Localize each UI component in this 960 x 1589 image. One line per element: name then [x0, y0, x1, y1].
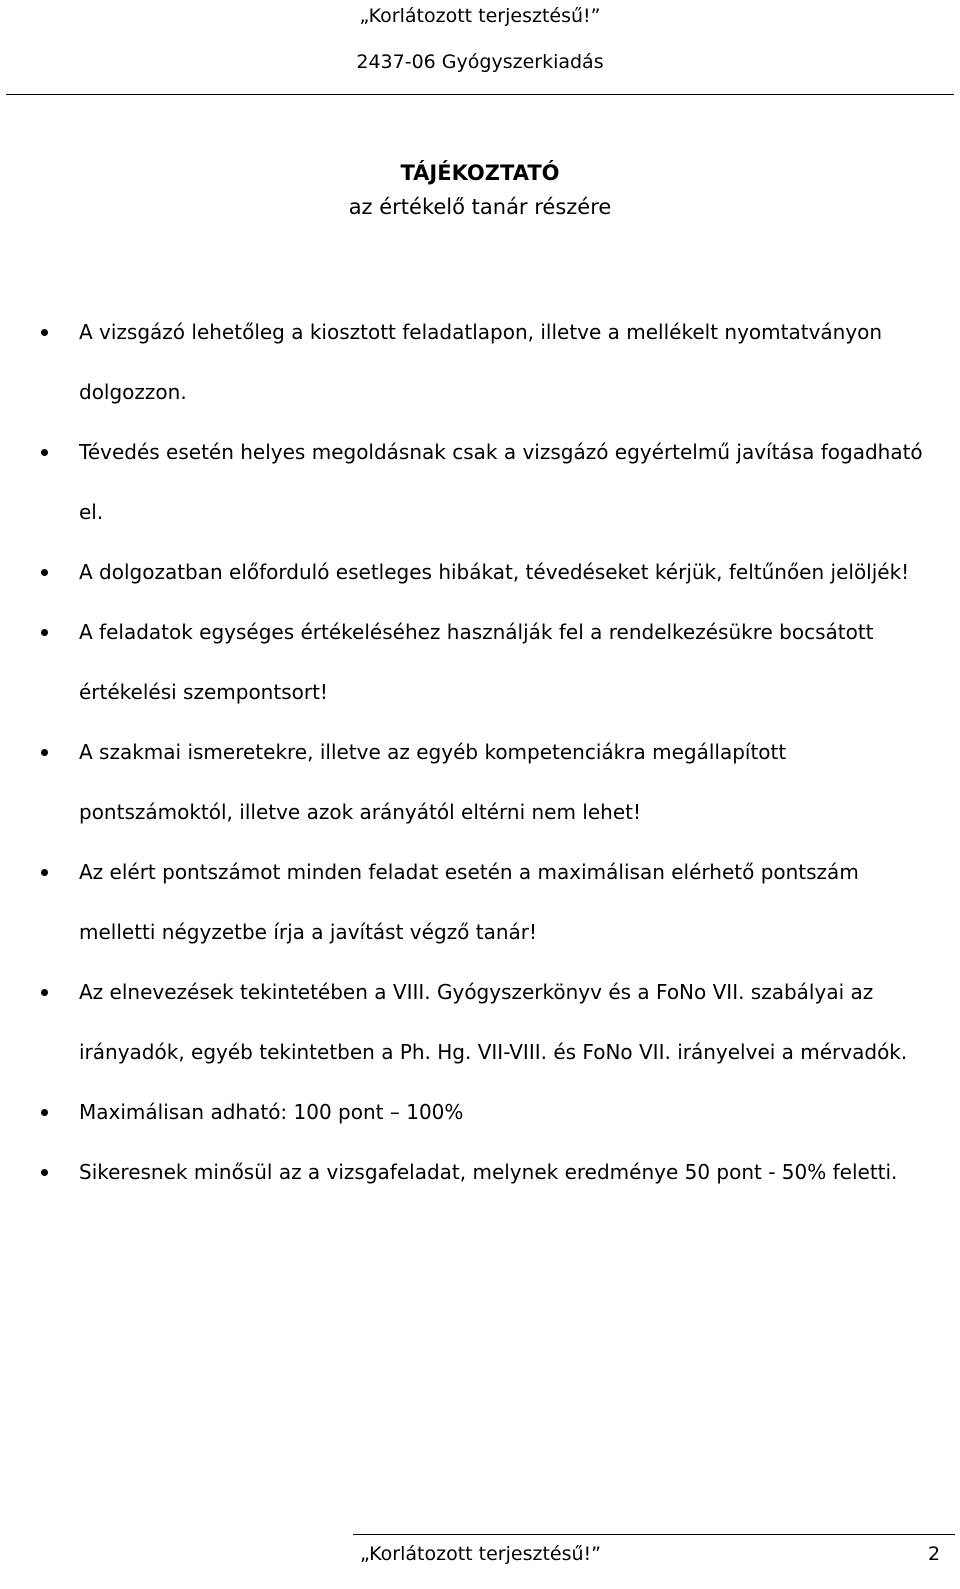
bullet-icon	[41, 569, 48, 576]
header-restriction-notice: „Korlátozott terjesztésű!”	[359, 5, 601, 27]
header-divider	[6, 94, 954, 95]
list-item	[0, 422, 960, 542]
list-item	[0, 842, 960, 962]
bullet-icon	[41, 749, 48, 756]
page-subtitle: az értékelő tanár részére	[348, 195, 612, 219]
footer-restriction-notice: „Korlátozott terjesztésű!”	[360, 1543, 601, 1565]
list-item-text: Az elért pontszámot minden feladat esetén a maximálisan elérhető pontszám melletti négyzetbe írja a javítást végző tanár!	[79, 860, 859, 944]
bullet-icon	[41, 1169, 48, 1176]
list-item-text: Az elnevezések tekintetében a VIII. Gyógyszerkönyv és a FoNo VII. szabályai az irányadók, egyéb tekintetben a Ph. Hg. VII-VIII. és FoNo VII. irányelvei a mérvadók.	[79, 980, 908, 1064]
list-item	[0, 722, 960, 842]
page-title: TÁJÉKOZTATÓ	[400, 161, 560, 185]
page-number: 2	[928, 1543, 941, 1565]
list-item	[0, 602, 960, 722]
bullet-icon	[41, 1109, 48, 1116]
list-item	[0, 962, 960, 1082]
bullet-icon	[41, 629, 48, 636]
list-item	[0, 1142, 960, 1202]
list-item-text: A feladatok egységes értékeléséhez használják fel a rendelkezésükre bocsátott értékelési szempontsort!	[79, 620, 874, 704]
bullet-icon	[41, 449, 48, 456]
list-item-text: Tévedés esetén helyes megoldásnak csak a vizsgázó egyértelmű javítása fogadható el.	[79, 440, 923, 524]
list-item-text: A szakmai ismeretekre, illetve az egyéb kompetenciákra megállapított pontszámoktól, illetve azok arányától eltérni nem lehet!	[79, 740, 787, 824]
bullet-icon	[41, 329, 48, 336]
header-module-title: 2437-06 Gyógyszerkiadás	[356, 51, 604, 73]
list-item-text: Maximálisan adható: 100 pont – 100%	[79, 1100, 464, 1124]
instruction-list	[0, 302, 960, 1202]
list-item-text: A dolgozatban előforduló esetleges hibákat, tévedéseket kérjük, feltűnően jelöljék!	[79, 560, 910, 584]
list-item-text: Sikeresnek minősül az a vizsgafeladat, melynek eredménye 50 pont - 50% feletti.	[79, 1160, 898, 1184]
bullet-icon	[41, 869, 48, 876]
list-item-text: A vizsgázó lehetőleg a kiosztott feladatlapon, illetve a mellékelt nyomtatványon dolgozzon.	[79, 320, 883, 404]
footer-divider	[353, 1534, 955, 1535]
list-item	[0, 1082, 960, 1142]
list-item	[0, 542, 960, 602]
list-item	[0, 302, 960, 422]
bullet-icon	[41, 989, 48, 996]
page-header	[0, 0, 960, 96]
